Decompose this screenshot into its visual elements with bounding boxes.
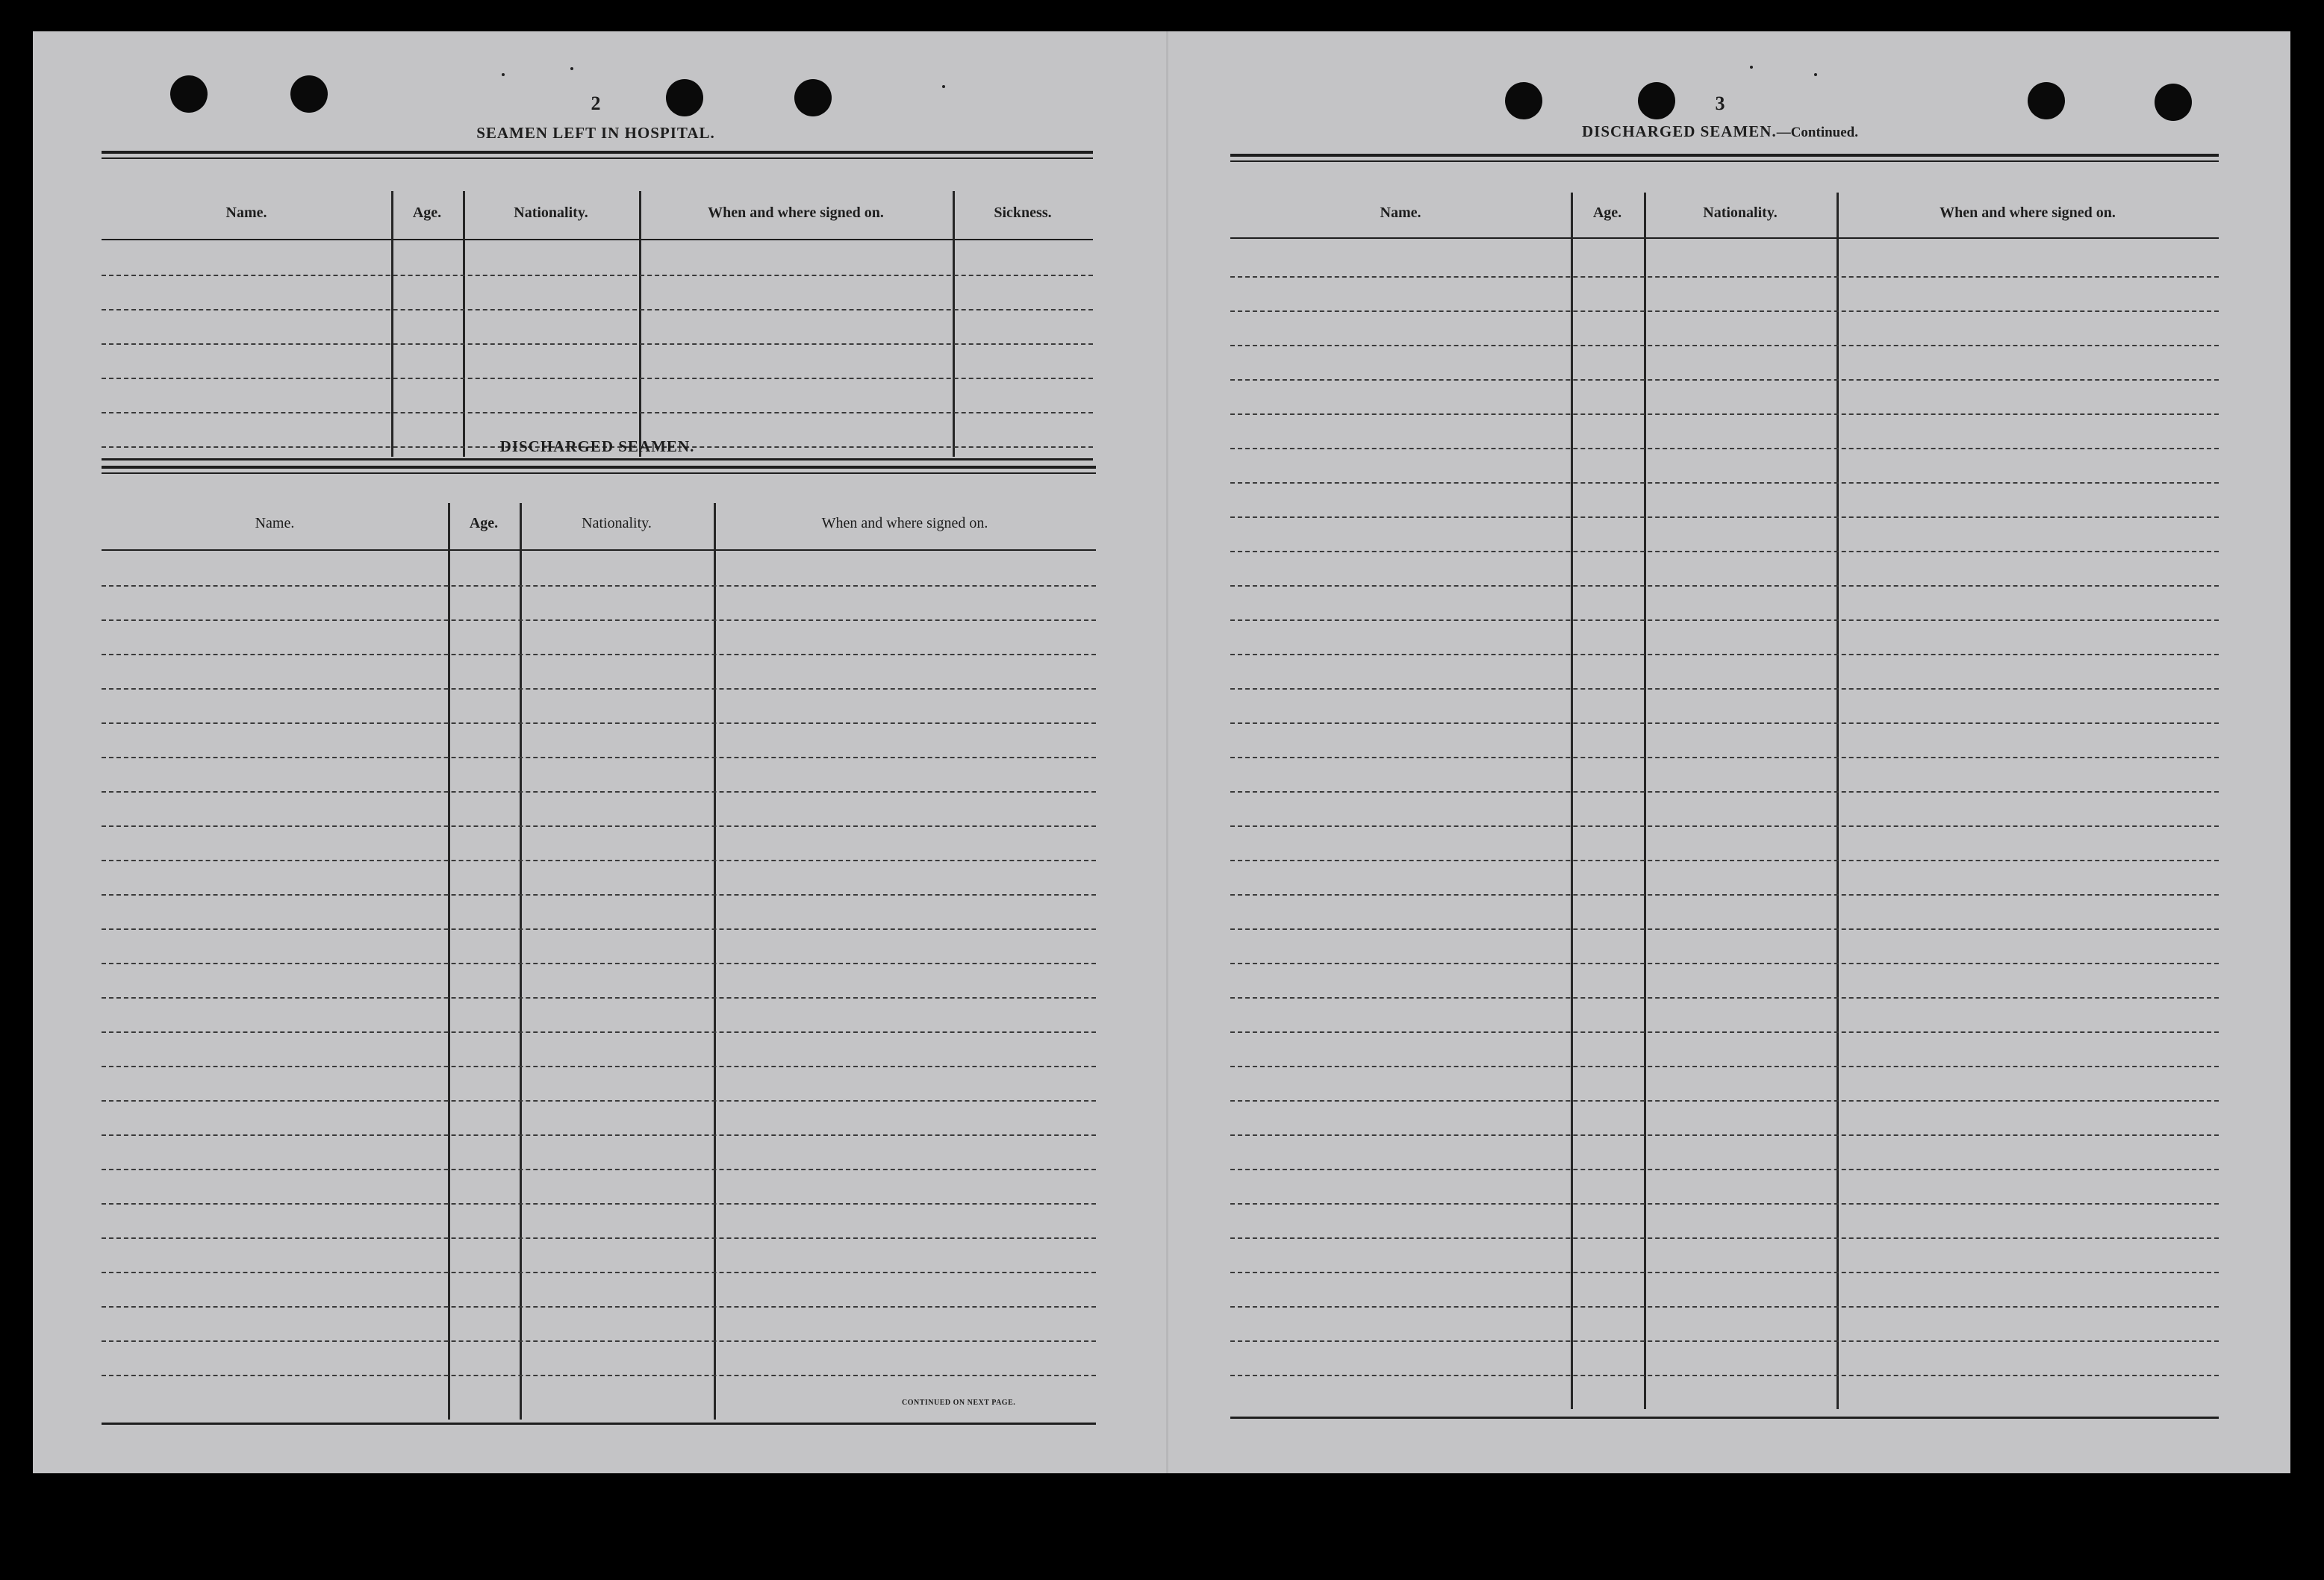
entry-line [1230,1169,2219,1170]
entry-line [1230,1237,2219,1239]
entry-line [1230,688,2219,690]
entry-line [1230,413,2219,415]
entry-line [102,654,1096,655]
ink-fleck [1750,66,1753,69]
entry-line [1230,345,2219,346]
entry-line [1230,619,2219,621]
page-fold [1166,31,1168,1473]
column-divider [1837,193,1839,1409]
entry-line [102,860,1096,861]
entry-line [1230,516,2219,518]
entry-line [102,894,1096,896]
header-rule [102,549,1096,551]
entry-line [102,1100,1096,1102]
entry-line [1230,791,2219,793]
column-divider [953,191,955,457]
entry-line [1230,1031,2219,1033]
ink-fleck [570,67,573,70]
entry-line [1230,997,2219,999]
entry-line [1230,722,2219,724]
entry-line [1230,1306,2219,1308]
entry-line [1230,1134,2219,1136]
column-divider [391,191,393,457]
table-bottom-rule [102,458,1093,460]
column-header-age: Age. [1592,204,1622,221]
entry-line [102,619,1096,621]
column-header-signed-on: When and where signed on. [821,515,988,531]
table-top-rule [102,472,1096,474]
entry-line [1230,825,2219,827]
entry-line [102,1031,1096,1033]
entry-line [102,309,1093,310]
entry-line [1230,551,2219,552]
column-divider [639,191,641,457]
entry-line [1230,585,2219,587]
entry-line [1230,379,2219,381]
entry-line [1230,482,2219,484]
entry-line [102,585,1096,587]
entry-line [102,997,1096,999]
entry-line [1230,448,2219,449]
entry-line [102,688,1096,690]
column-header-name: Name. [225,204,267,221]
entry-line [102,412,1093,413]
discharged-table-right [1230,154,2219,1437]
entry-line [1230,1100,2219,1102]
entry-line [1230,1340,2219,1342]
entry-line [102,722,1096,724]
entry-line [102,791,1096,793]
title-text: DISCHARGED SEAMEN. [1582,122,1777,140]
entry-line [1230,1066,2219,1067]
punch-hole [666,79,703,116]
entry-line [1230,310,2219,312]
column-header-name: Name. [1380,204,1421,221]
table-top-rule [102,151,1093,154]
column-divider [448,503,450,1420]
column-header-age: Age. [412,204,442,221]
entry-line [102,1237,1096,1239]
entry-line [102,1306,1096,1308]
entry-line [1230,757,2219,758]
entry-line [102,757,1096,758]
entry-line [102,1169,1096,1170]
punch-hole [290,75,328,113]
column-divider [1571,193,1573,1409]
table-bottom-rule [1230,1417,2219,1419]
punch-hole [2155,84,2192,121]
column-header-signed-on: When and where signed on. [1940,204,2116,221]
entry-line [1230,928,2219,930]
header-rule [102,239,1093,240]
column-divider [1644,193,1646,1409]
page-number-left: 2 [591,93,601,114]
entry-line [102,1203,1096,1205]
continued-note: CONTINUED ON NEXT PAGE. [902,1399,1016,1407]
entry-line [1230,860,2219,861]
entry-line [1230,276,2219,278]
punch-hole [794,79,832,116]
column-divider [520,503,522,1420]
document-paper [33,31,2290,1473]
entry-line [102,1375,1096,1376]
discharged-table-left [102,466,1096,1436]
entry-line [1230,963,2219,964]
column-header-nationality: Nationality. [1703,204,1778,221]
entry-line [102,378,1093,379]
discharged-section-title: DISCHARGED SEAMEN. [499,437,695,455]
entry-line [1230,894,2219,896]
entry-line [102,275,1093,276]
entry-line [102,1340,1096,1342]
entry-line [102,1134,1096,1136]
entry-line [1230,1203,2219,1205]
table-top-rule [102,466,1096,469]
column-header-age: Age. [469,515,499,531]
punch-hole [170,75,208,113]
punch-hole [1505,82,1542,119]
table-top-rule [1230,160,2219,162]
table-top-rule [102,157,1093,159]
entry-line [102,1272,1096,1273]
ink-fleck [942,85,945,88]
ink-fleck [502,73,505,76]
entry-line [102,928,1096,930]
column-divider [714,503,716,1420]
hospital-table [102,151,1093,464]
column-header-nationality: Nationality. [582,515,652,531]
punch-hole [2028,82,2065,119]
column-header-name: Name. [255,515,295,531]
column-header-nationality: Nationality. [514,204,588,221]
discharged-continued-title [1582,122,1858,141]
title-suffix: —Continued. [1776,125,1858,140]
entry-line [1230,1272,2219,1273]
table-bottom-rule [102,1423,1096,1425]
hospital-section-title: SEAMEN LEFT IN HOSPITAL. [476,124,715,142]
entry-line [1230,654,2219,655]
column-header-sickness: Sickness. [994,204,1052,221]
entry-line [102,343,1093,345]
column-header-signed-on: When and where signed on. [708,204,884,221]
ink-fleck [1814,73,1817,76]
table-top-rule [1230,154,2219,157]
header-rule [1230,237,2219,239]
entry-line [102,825,1096,827]
entry-line [1230,1375,2219,1376]
punch-hole [1638,82,1675,119]
page-number-right: 3 [1715,93,1725,114]
entry-line [102,1066,1096,1067]
column-divider [463,191,465,457]
entry-line [102,963,1096,964]
